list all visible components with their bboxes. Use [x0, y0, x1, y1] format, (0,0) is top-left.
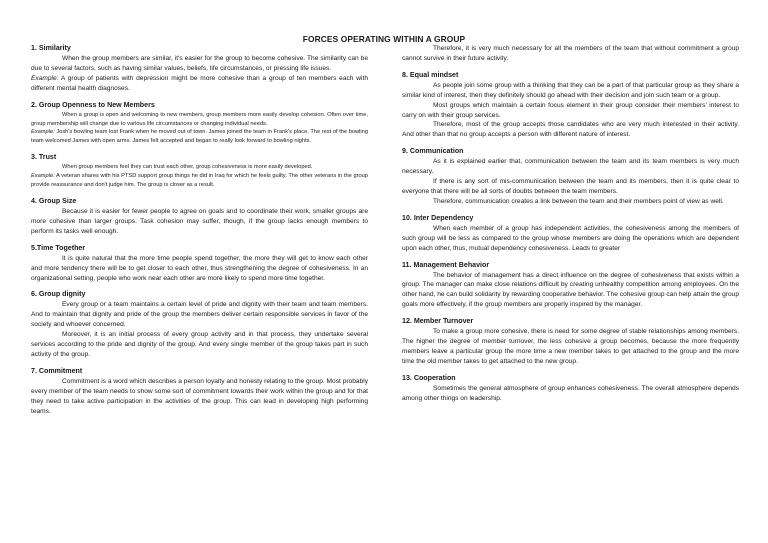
- section-paragraph: Because it is easier for fewer people to agree on goals and to coordinate their work, smaller groups are more cohesive than larger groups. Task cohesion may suffer, though, if the group lacks enough members to perform its tasks well enough.: [31, 207, 368, 235]
- section-paragraph: As it is explained earlier that, communication between the team and its team members is very much necessary.: [402, 158, 739, 176]
- section-heading: 9. Communication: [402, 147, 464, 156]
- section-heading: 13. Cooperation: [402, 373, 456, 382]
- section-commitment-continued: [402, 44, 739, 64]
- section-paragraph: If there is any sort of mis-communication between the team and its members, then it is quite clear to everyone that there will be all sorts of doubts between the team members.: [402, 178, 739, 195]
- section-management-behavior: [402, 261, 739, 311]
- section-similarity: [31, 44, 368, 94]
- section-heading: 1. Similarity: [31, 44, 71, 52]
- section-paragraph: It is quite natural that the more time people spend together, the more they will get to know each other and more tendency there will be to get closer to each other, thus strengthening the degree of cohesiveness. In an organizational setting, people who work near each other are more likely to spend more time together.: [31, 254, 368, 282]
- section-paragraph: Therefore, most of the group accepts those candidates who are very much interested in their activity. And other than that no group accepts a person with different nature of interest.: [402, 121, 739, 139]
- section-heading: 7. Commitment: [31, 366, 83, 375]
- section-paragraph: Most groups which maintain a certain focus element in their group consider their members' interest to carry on with their group services.: [402, 101, 739, 119]
- section-example: [31, 172, 368, 190]
- section-paragraph: When a group is open and welcoming to new members, group members more easily develop cohesion. Often over time, group membership will change due to various life circumstances or changing individual needs.: [31, 111, 368, 127]
- example-label: Example:: [31, 129, 55, 136]
- example-label: Example:: [31, 74, 59, 82]
- section-paragraph: Sometimes the general atmosphere of group enhances cohesiveness. The overall atmosphere depends among other things on leadership.: [402, 384, 739, 402]
- section-paragraph: Moreover, it is an initial process of every group activity and in that process, they undertake several services according to the pride and dignity of the group. And every single member of the group takes part in such activity of the group.: [31, 331, 368, 358]
- section-heading: 8. Equal mindset: [402, 70, 459, 79]
- left-column: [31, 44, 368, 423]
- section-inter-dependency: [402, 214, 739, 254]
- section-paragraph: When the group members are similar, it's easier for the group to become cohesive. The similarity can be due to several factors, such as having similar values, beliefs, life circumstances, or pressing life issues.: [31, 55, 368, 72]
- section-equal-mindset: [402, 71, 739, 140]
- section-paragraph: Every group or a team maintains a certain level of pride and dignity with their team and team members. And to maintain that dignity and pride of the group the members deliver certain responsible services in favor of the society and whoever concerned.: [31, 301, 368, 329]
- section-heading: 5.Time Together: [31, 243, 86, 252]
- section-heading: 11. Management Behavior: [402, 260, 490, 269]
- section-member-turnover: [402, 317, 739, 367]
- section-commitment: [31, 367, 368, 417]
- section-heading: 10. Inter Dependency: [402, 213, 474, 222]
- example-text: A group of patients with depression might be more cohesive than a group of ten members each with different mental health diagnoses.: [31, 74, 368, 92]
- document-title: FORCES OPERATING WITHIN A GROUP: [302, 34, 466, 44]
- section-paragraph: When each member of a group has independent activities, the cohesiveness among the members of such group will be less as compared to the group whose members are doing the operations which are dependent upon each other, thus, mutual dependency cohesiveness. Leads to greater: [402, 224, 739, 252]
- section-trust: [31, 153, 368, 190]
- section-example: [31, 74, 368, 94]
- example-text: Josh's bowling team lost Frank when he moved out of town. James joined the team in Frank's place. The rest of the bowling team welcomed James with open arms. James felt accepted and began to really look forward to bowling nights.: [31, 129, 368, 145]
- section-group-openness: [31, 101, 368, 147]
- section-group-size: [31, 197, 368, 237]
- example-label: Example:: [31, 173, 55, 180]
- section-cooperation: [402, 374, 739, 404]
- section-group-dignity: [31, 290, 368, 359]
- section-communication: [402, 147, 739, 207]
- example-text: A veteran shares with his PTSD support group things he did in Iraq for which he feels guilty. The other veterans in the group provide reassurance and don't judge him. The group is closer as a result.: [31, 173, 368, 189]
- section-paragraph: Therefore, communication creates a link between the team and their members point of view as well.: [433, 197, 724, 205]
- section-paragraph: Commitment is a word which describes a person loyalty and honesty relating to the group. Most probably every member of the team needs to show some sort of commitment towards their work within the group and for that they need to take active participation in the activities of the group. This can lead in developing high performing teams.: [31, 377, 368, 415]
- section-heading: 4. Group Size: [31, 196, 77, 205]
- section-heading: 2. Group Openness to New Members: [31, 100, 155, 109]
- section-heading: 12. Member Turnover: [402, 317, 474, 326]
- section-heading: 6. Group dignity: [31, 290, 86, 299]
- right-column: [402, 44, 739, 411]
- section-paragraph: To make a group more cohesive, there is need for some degree of stable relationships among members. The higher the degree of member turnover, the less cohesive a group becomes, because the more frequently members leave a particular group the more time a new member takes to get attached to the group and the more time the old member takes to get attached to the new group.: [402, 328, 739, 365]
- section-paragraph: Therefore, it is very much necessary for all the members of the team that without commitment a group cannot survive in their future activity.: [402, 45, 739, 62]
- section-heading: 3. Trust: [31, 153, 57, 162]
- section-paragraph: When group members feel they can trust each other, group cohesiveness is more easily developed.: [62, 164, 313, 171]
- section-paragraph: The behavior of management has a direct influence on the degree of cohesiveness that exists within a group. The manager can make close relations difficult by creating unhealthy competition among employees. On the other hand, he can build solidarity by rewarding cooperative behavior. The cohesive group can help attain the group goals more effectively, if the group members are properly inspired by the manager.: [402, 271, 739, 309]
- section-paragraph: As people join some group with a thinking that they can be a part of that particular group as they share a similar kind of interest, then they definitely should go ahead with their decision and join such team or a group.: [402, 81, 739, 99]
- section-example: [31, 128, 368, 146]
- section-time-together: [31, 244, 368, 284]
